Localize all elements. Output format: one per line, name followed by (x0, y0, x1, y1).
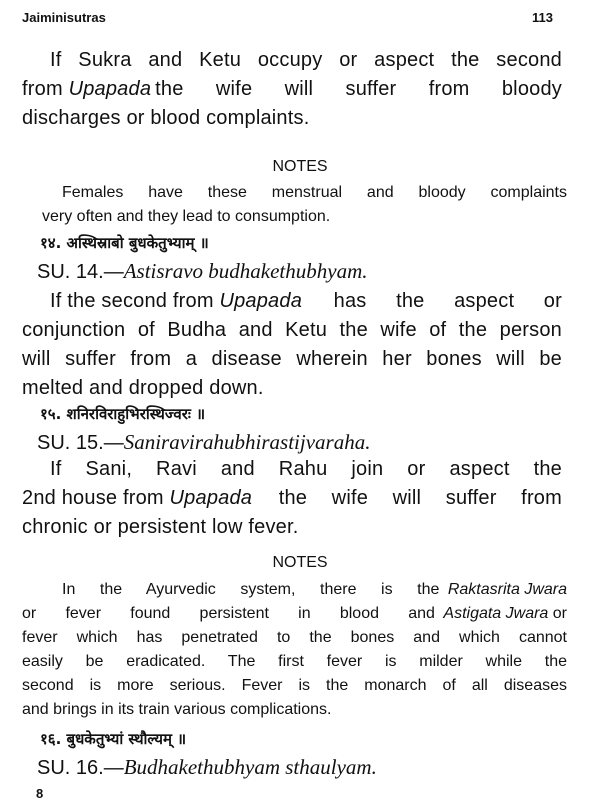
sutra-label: SU. 14.— (37, 261, 124, 283)
paragraph-sutra14-commentary (22, 287, 562, 403)
sutra-label: SU. 15.— (37, 432, 124, 454)
text-line: If Sukra and Ketu occupy or aspect the second (50, 49, 562, 71)
text-line: Females have these menstrual and bloody complaints (62, 184, 567, 201)
sutra-14-line (37, 258, 368, 285)
paragraph-sutra15-commentary (22, 455, 562, 542)
text-span: the wife will suffer from bloody (155, 78, 562, 100)
text-line (22, 602, 567, 626)
text-line: fever which has penetrated to the bones and which cannot (22, 629, 567, 646)
paragraph-sutra13-commentary (22, 46, 562, 133)
text-span: the wife will suffer from (254, 487, 562, 509)
sanskrit-sutra-16: १६. बुधकेतुभ्यां स्थौल्यम् ॥ (40, 730, 187, 748)
text-line: conjunction of Budha and Ketu the wife of the person (22, 319, 562, 341)
text-span: 2nd house from (22, 487, 170, 509)
text-line: chronic or persistent low fever. (22, 516, 299, 538)
sutra-transliteration: Budhakethubhyam sthaulyam. (123, 755, 377, 779)
text-span: has the aspect or (304, 290, 562, 312)
italic-term: Astigata Jwara (443, 605, 549, 622)
text-line: will suffer from a disease wherein her bones will be (22, 348, 562, 370)
text-line: very often and they lead to consumption. (42, 208, 331, 225)
sutra-15-line (37, 429, 370, 456)
notes-paragraph (22, 181, 567, 229)
text-line (22, 578, 567, 602)
text-line: second is more serious. Fever is the monarch of all diseases (22, 677, 567, 694)
text-line: easily be eradicated. The first fever is milder while the (22, 653, 567, 670)
text-line: and brings in its train various complications. (22, 701, 332, 718)
text-line: melted and dropped down. (22, 377, 264, 399)
text-span: If the second from (50, 290, 220, 312)
sutra-16-line (37, 754, 377, 781)
sutra-label: SU. 16.— (37, 757, 124, 779)
running-header-title: Jaiminisutras (22, 10, 106, 25)
text-line (22, 287, 562, 316)
notes-heading: NOTES (272, 554, 328, 571)
italic-term: Upapada (68, 78, 152, 100)
text-line (22, 75, 562, 104)
sanskrit-sutra-15: १५. शनिरविराहुभिरस्थिज्वरः ॥ (40, 405, 206, 423)
sutra-transliteration: Saniravirahubhirastijvaraha. (123, 430, 371, 454)
text-span: In the Ayurvedic system, there is the (62, 581, 444, 598)
notes-paragraph (22, 578, 567, 722)
notes-heading: NOTES (272, 158, 328, 175)
text-line (22, 484, 562, 513)
text-span: from (22, 78, 69, 100)
italic-term: Upapada (169, 487, 253, 509)
italic-term: Raktasrita Jwara (447, 581, 567, 598)
text-line: If Sani, Ravi and Rahu join or aspect the (50, 458, 562, 480)
sanskrit-sutra-14: १४. अस्थिस्राबो बुधकेतुभ्याम् ॥ (40, 234, 209, 252)
italic-term: Upapada (219, 290, 303, 312)
text-line: discharges or blood complaints. (22, 107, 310, 129)
text-span: or (548, 605, 567, 622)
page-number: 113 (532, 10, 553, 25)
text-span: or fever found persistent in blood and (22, 605, 440, 622)
sutra-transliteration: Astisravo budhakethubhyam. (123, 259, 368, 283)
signature-mark: 8 (36, 786, 44, 801)
